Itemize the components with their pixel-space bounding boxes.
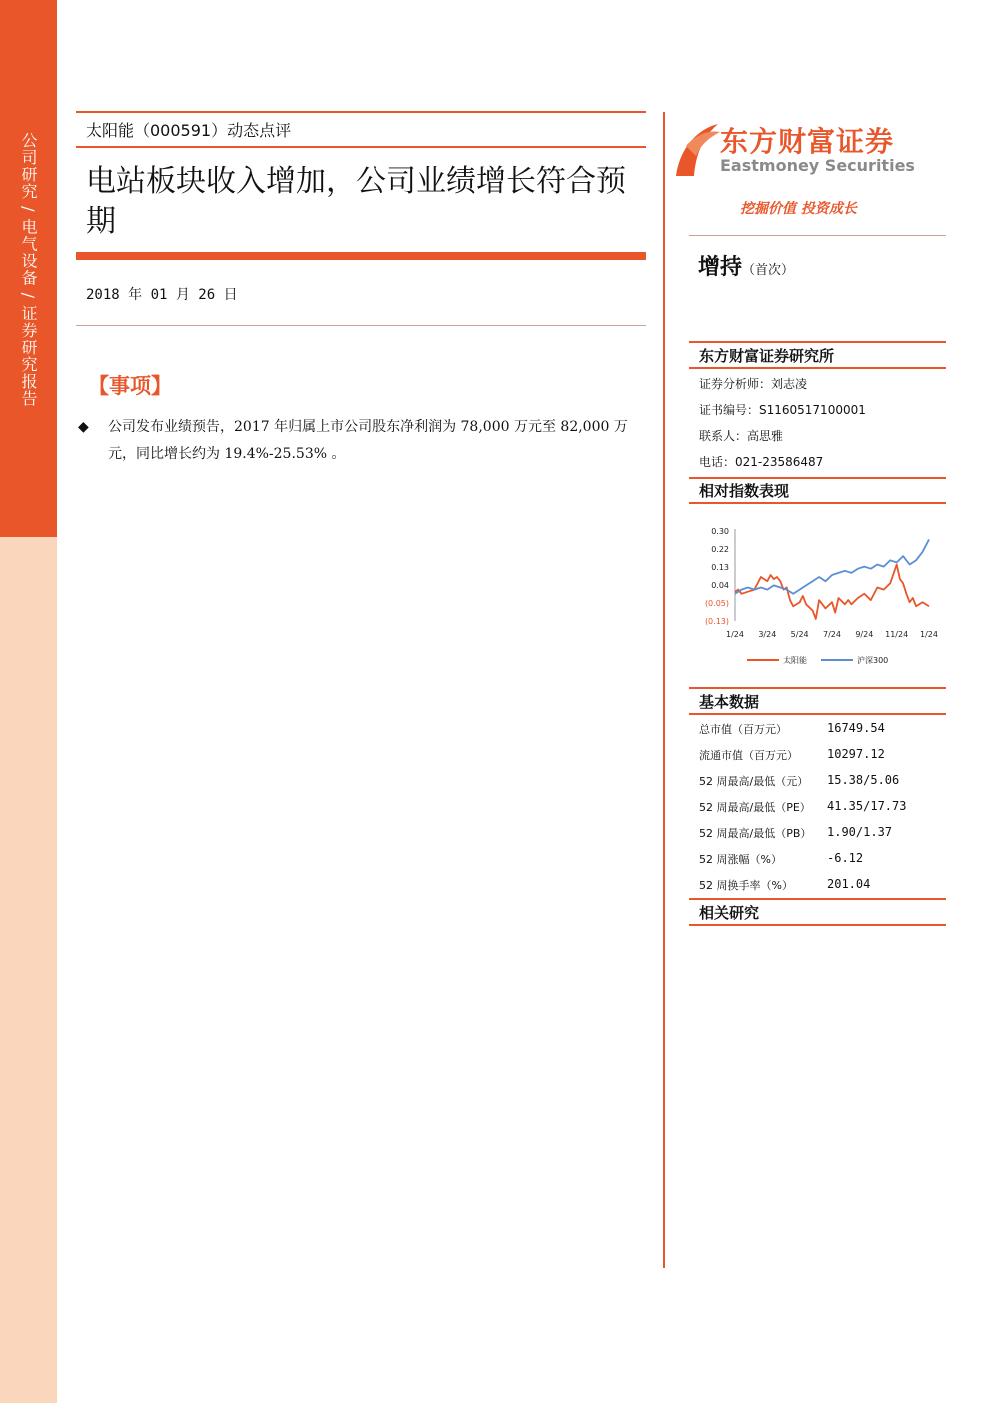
rating-note: （首次） xyxy=(742,263,795,278)
legend-label: 太阳能 xyxy=(783,656,807,665)
institute-heading: 东方财富证券研究所 xyxy=(699,347,835,365)
basic-data-label: 52 周涨幅（%） xyxy=(699,853,782,866)
header-sub-line xyxy=(76,146,646,148)
basic-data-label: 总市值（百万元） xyxy=(699,723,787,736)
legend-label: 沪深300 xyxy=(857,656,889,665)
institute-bottom-line xyxy=(689,367,946,369)
x-tick-label: 1/24 xyxy=(726,630,744,639)
chart-heading: 相对指数表现 xyxy=(699,482,790,500)
basic-data-label: 52 周最高/最低（PB） xyxy=(699,827,812,840)
basic-data-value: 16749.54 xyxy=(827,721,885,735)
sidebar-bottom xyxy=(0,537,57,1403)
basic-data-label: 52 周最高/最低（元） xyxy=(699,775,809,788)
report-date: 2018 年 01 月 26 日 xyxy=(86,287,238,303)
report-subtitle: 太阳能（000591）动态点评 xyxy=(86,121,292,140)
cert-number: 证书编号：S1160517100001 xyxy=(699,403,866,417)
chart-bottom-line xyxy=(689,502,946,504)
analyst: 证券分析师：刘志凌 xyxy=(699,377,808,391)
title-underline xyxy=(76,252,646,260)
chart-top-line xyxy=(689,477,946,479)
header-top-line xyxy=(76,111,646,113)
basic-data-label: 流通市值（百万元） xyxy=(699,749,798,762)
y-tick-label: 0.13 xyxy=(711,563,729,572)
basic-data-value: 1.90/1.37 xyxy=(827,825,893,839)
basic-data-value: -6.12 xyxy=(827,851,864,865)
series-line xyxy=(735,565,929,619)
relative-index-chart xyxy=(689,515,946,675)
y-tick-label: (0.13) xyxy=(704,617,729,626)
x-tick-label: 11/24 xyxy=(885,630,909,639)
basic-top-line xyxy=(689,687,946,689)
x-tick-label: 5/24 xyxy=(790,630,809,639)
x-tick-label: 3/24 xyxy=(758,630,777,639)
related-top-line xyxy=(689,898,946,900)
brand-slogan: 挖掘价值 投资成长 xyxy=(740,201,857,217)
rating xyxy=(698,250,794,281)
basic-heading: 基本数据 xyxy=(699,693,760,711)
event-text: 公司发布业绩预告，2017 年归属上市公司股东净利润为 78,000 万元至 82,000 万元，同比增长约为 19.4%-25.53% 。 xyxy=(108,419,628,462)
x-tick-label: 9/24 xyxy=(855,630,874,639)
basic-data-label: 52 周换手率（%） xyxy=(699,879,793,892)
brand-name-cn: 东方财富证券 xyxy=(720,125,895,158)
event-heading: 【事项】 xyxy=(88,373,172,398)
contact: 联系人：高思雅 xyxy=(699,429,784,443)
sidebar-category: 公司研究 / 电气设备 / 证券研究报告 xyxy=(19,132,38,408)
basic-data-value: 201.04 xyxy=(827,877,871,891)
date-divider xyxy=(76,325,646,326)
basic-bottom-line xyxy=(689,713,946,715)
basic-data-value: 15.38/5.06 xyxy=(827,773,900,787)
basic-data-value: 10297.12 xyxy=(827,747,885,761)
related-heading: 相关研究 xyxy=(699,904,760,922)
series-line xyxy=(735,539,929,593)
x-tick-label: 1/24 xyxy=(920,630,938,639)
x-tick-label: 7/24 xyxy=(823,630,841,639)
y-tick-label: 0.04 xyxy=(711,581,729,590)
y-tick-label: 0.30 xyxy=(711,527,729,536)
brand-name-en: Eastmoney Securities xyxy=(720,156,915,175)
phone: 电话：021-23586487 xyxy=(699,455,824,469)
slogan-divider xyxy=(689,235,946,236)
y-tick-label: 0.22 xyxy=(711,545,729,554)
rating-label: 增持 xyxy=(698,255,743,280)
related-bottom-line xyxy=(689,924,946,926)
institute-top-line xyxy=(689,341,946,343)
y-tick-label: (0.05) xyxy=(704,599,729,608)
basic-data-value: 41.35/17.73 xyxy=(827,799,907,813)
bullet-icon: ◆ xyxy=(78,419,89,435)
report-title: 电站板块收入增加，公司业绩增长符合预期 xyxy=(86,164,626,239)
basic-data-label: 52 周最高/最低（PE） xyxy=(699,801,811,814)
column-divider xyxy=(663,112,665,1268)
